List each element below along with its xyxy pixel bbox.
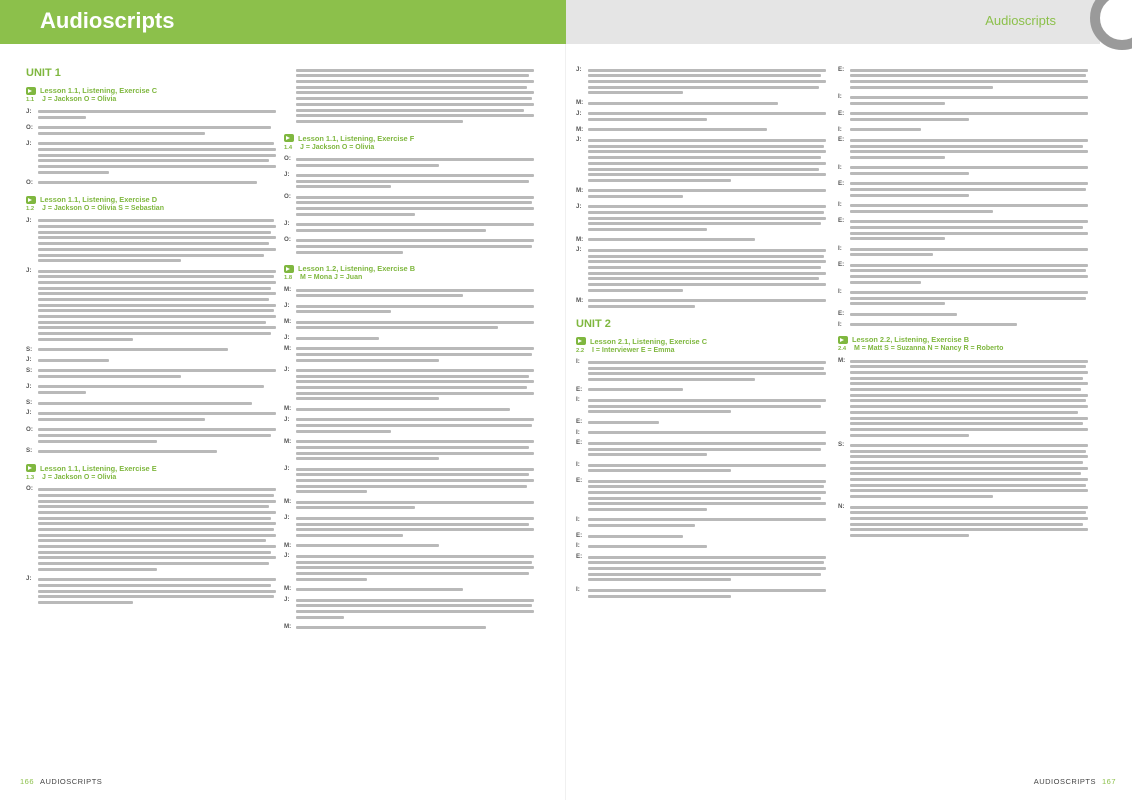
track-number: 1.4 — [284, 144, 293, 151]
track-number: 1.8 — [284, 275, 293, 282]
audio-speaker-icon[interactable] — [26, 196, 36, 204]
speaker-key: J = Jackson O = Olivia — [42, 96, 117, 103]
section-lesson-1-2-b: Lesson 1.2, Listening, Exercise B 1.8 M = Mona J = Juan M: J: M: J: M: J: M: J: M: J: M: J: M: J: M: J: M: — [284, 264, 534, 632]
speaker-key: J = Jackson O = Olivia S = Sebastian — [42, 205, 164, 213]
column-2 — [284, 66, 534, 766]
speaker-key: M = Mona J = Juan — [300, 274, 363, 282]
section-lesson-1-1-f: Lesson 1.1, Listening, Exercise F 1.4 J = Jackson O = Olivia O: J: O: J: O: — [284, 134, 534, 257]
section-title: Lesson 1.1, Listening, Exercise D — [40, 195, 158, 205]
track-number: 1.1 — [26, 97, 35, 103]
unit-heading: UNIT 1 — [26, 67, 61, 79]
section-lesson-1-1-c: Lesson 1.1, Listening, Exercise C 1.1 J = Jackson O = Olivia J: O: J: O: — [26, 86, 276, 187]
section-lesson-2-1-c: Lesson 2.1, Listening, Exercise C 2.2 I = Interviewer E = Emma I: E: I: E: I: E: I: E: I: E: I: E: I: — [576, 337, 826, 601]
header-bar — [566, 0, 1100, 44]
section-title: Lesson 1.1, Listening, Exercise F — [298, 133, 415, 143]
page-title: Audioscripts — [40, 8, 175, 33]
footer-label: AUDIOSCRIPTS — [1033, 777, 1096, 786]
audio-speaker-icon[interactable] — [284, 265, 294, 273]
footer-right — [1034, 777, 1116, 786]
track-number: 2.4 — [838, 346, 847, 353]
audio-speaker-icon[interactable] — [26, 87, 36, 95]
section-lesson-1-1-e: Lesson 1.1, Listening, Exercise E 1.3 J = Jackson O = Olivia O: J: — [26, 464, 276, 607]
unit-heading: UNIT 2 — [576, 317, 611, 330]
section-lesson-2-2-b: Lesson 2.2, Listening, Exercise B 2.4 M = Matt S = Suzanna N = Nancy R = Roberto M: S: N: — [838, 335, 1088, 539]
audio-speaker-icon[interactable] — [26, 464, 36, 472]
section-title: Lesson 1.1, Listening, Exercise E — [40, 463, 157, 473]
track-number: 1.2 — [26, 206, 35, 213]
column-1 — [26, 66, 276, 766]
audio-speaker-icon[interactable] — [576, 337, 586, 345]
right-page — [566, 0, 1132, 800]
column-3: J: M: J: M: J: M: J: M: J: M: UNIT 2 Lesson 2.1, Listening, Exercise C 2.2 I = Interviewer E = Emma I: E: I: E: I: E: I: E: I: E: I: E: I: — [576, 66, 826, 766]
footer-label: AUDIOSCRIPTS — [40, 777, 103, 786]
audio-speaker-icon[interactable] — [284, 134, 294, 142]
page-number: 167 — [1101, 777, 1116, 786]
page-number: 166 — [20, 777, 35, 786]
speaker-key: I = Interviewer E = Emma — [592, 346, 675, 354]
speaker-key: J = Jackson O = Olivia — [300, 143, 375, 151]
track-number: 2.2 — [576, 347, 585, 354]
section-lesson-1-1-d: Lesson 1.1, Listening, Exercise D 1.2 J = Jackson O = Olivia S = Sebastian J: J: S: J: S: J: S: J: O: S: — [26, 195, 276, 456]
audio-speaker-icon[interactable] — [838, 336, 848, 344]
footer-left — [20, 777, 102, 786]
column-4: E: I: E: I: E: I: E: I: E: I: E: I: E: I: Lesson 2.2, Listening, Exercise B 2.4 M = Matt S = Suzanna N = Nancy R = Roberto M: S: N: — [838, 66, 1088, 766]
header-bar — [0, 0, 566, 44]
track-number: 1.3 — [26, 474, 35, 481]
speaker-key: J = Jackson O = Olivia — [42, 473, 117, 481]
page-title: Audioscripts — [985, 13, 1056, 28]
section-title: Lesson 1.2, Listening, Exercise B — [298, 264, 416, 274]
section-title: Lesson 2.1, Listening, Exercise C — [590, 336, 708, 346]
section-title: Lesson 2.2, Listening, Exercise B — [852, 335, 970, 345]
speaker-key: M = Matt S = Suzanna N = Nancy R = Roberto — [854, 345, 1004, 353]
section-title: Lesson 1.1, Listening, Exercise C — [40, 86, 158, 95]
